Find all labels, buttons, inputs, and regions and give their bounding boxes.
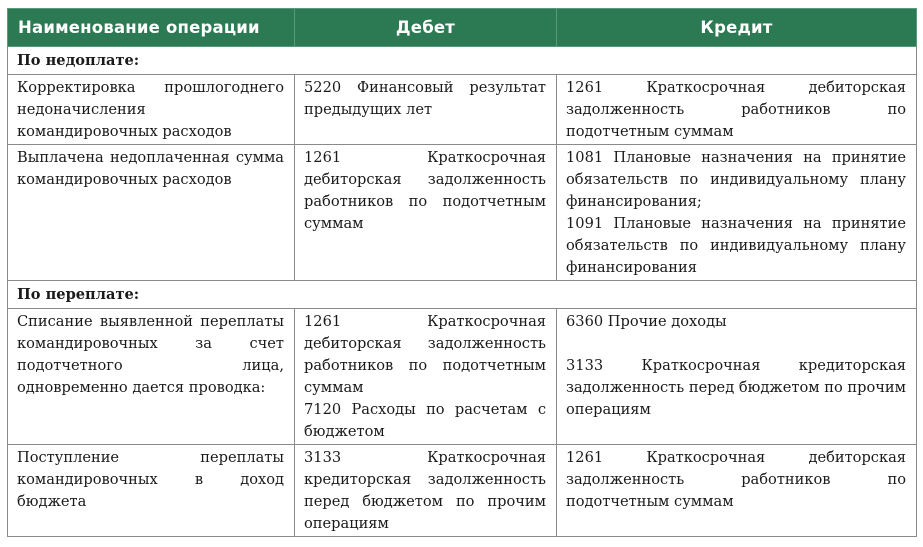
- credit-entry: 1081 Плановые назначения на принятие обязательств по индивидуальному плану финансирования;: [566, 149, 906, 210]
- credit-cell: [557, 75, 917, 145]
- credit-cell: [557, 445, 917, 537]
- operation-cell: Списание выявленной переплаты командировочных за счет подотчетного лица, одновременно дается проводка:: [8, 309, 295, 445]
- table-row: [8, 75, 917, 145]
- section-title-overpayment: По переплате:: [8, 281, 917, 309]
- header-credit: Кредит: [557, 9, 917, 47]
- table-row: [8, 145, 917, 281]
- debit-cell: [295, 75, 557, 145]
- section-row: [8, 281, 917, 309]
- credit-entry: 1091 Плановые назначения на принятие обязательств по индивидуальному плану финансирования: [566, 215, 906, 276]
- section-title-underpayment: По недоплате:: [8, 47, 917, 75]
- spacer: [566, 333, 906, 355]
- credit-cell: [557, 309, 917, 445]
- operation-cell: Поступление переплаты командировочных в доход бюджета: [8, 445, 295, 537]
- table-row: [8, 309, 917, 445]
- credit-entry: 1261 Краткосрочная дебиторская задолженность работников по подотчетным суммам: [566, 449, 906, 510]
- debit-entry: 3133 Краткосрочная кредиторская задолженность перед бюджетом по прочим операциям: [304, 449, 546, 532]
- debit-entry: 1261 Краткосрочная дебиторская задолженность работников по подотчетным суммам: [304, 149, 546, 232]
- header-operation: Наименование операции: [8, 9, 295, 47]
- section-row: [8, 47, 917, 75]
- debit-cell: [295, 145, 557, 281]
- table-header-row: [8, 9, 917, 47]
- header-debit: Дебет: [295, 9, 557, 47]
- credit-entry: 1261 Краткосрочная дебиторская задолженность работников по подотчетным суммам: [566, 79, 906, 140]
- credit-entry: 6360 Прочие доходы: [566, 313, 727, 330]
- operation-cell: Корректировка прошлогоднего недоначисления командировочных расходов: [8, 75, 295, 145]
- debit-entry: 1261 Краткосрочная дебиторская задолженность работников по подотчетным суммам: [304, 313, 546, 396]
- table-row: [8, 445, 917, 537]
- debit-entry: 5220 Финансовый результат предыдущих лет: [304, 79, 546, 118]
- credit-cell: [557, 145, 917, 281]
- debit-cell: [295, 309, 557, 445]
- accounting-entries-table: [7, 8, 917, 537]
- credit-entry: 3133 Краткосрочная кредиторская задолженность перед бюджетом по прочим операциям: [566, 357, 906, 418]
- debit-cell: [295, 445, 557, 537]
- debit-entry: 7120 Расходы по расчетам с бюджетом: [304, 401, 546, 440]
- operation-cell: Выплачена недоплаченная сумма командировочных расходов: [8, 145, 295, 281]
